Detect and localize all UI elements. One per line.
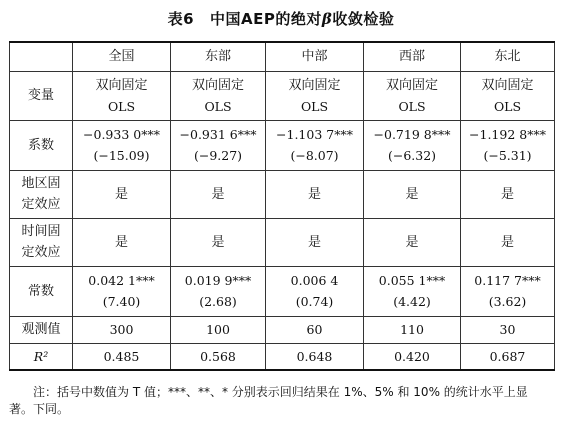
row-label-region-fe <box>10 170 73 218</box>
region-fe-cell: 是 <box>266 170 364 218</box>
obs-row <box>10 316 555 343</box>
title-beta: β <box>321 10 333 28</box>
obs-cell: 30 <box>461 316 555 343</box>
label-line: 定效应 <box>21 197 61 212</box>
obs-cell: 300 <box>73 316 171 343</box>
const-tstat: (2.68) <box>199 294 237 309</box>
region-fe-row <box>10 170 555 218</box>
table-number: 表6 <box>167 10 195 28</box>
estimator-text: OLS <box>107 98 136 114</box>
region-fe-cell: 是 <box>461 170 555 218</box>
title-text-before: 中国AEP的绝对 <box>210 10 322 28</box>
coef-row <box>10 120 555 170</box>
obs-cell: 110 <box>364 316 461 343</box>
const-value: 0.042 1*** <box>88 273 155 288</box>
variable-cell <box>266 71 364 120</box>
estimator-text: OLS <box>300 98 329 114</box>
title-text-after: 收敛检验 <box>332 10 395 28</box>
note-line-2: 著。下同。 <box>9 402 70 416</box>
label-line: 时间固 <box>21 224 61 239</box>
variable-cell <box>171 71 266 120</box>
const-cell <box>364 266 461 316</box>
method-text: 双向固定 <box>481 77 534 93</box>
coef-cell <box>73 120 171 170</box>
variable-cell <box>364 71 461 120</box>
r2-cell: 0.687 <box>461 343 555 370</box>
row-label-coef: 系数 <box>10 120 73 170</box>
coef-tstat: (−5.31) <box>483 148 532 163</box>
estimator-text: OLS <box>493 98 522 114</box>
table-note <box>9 384 554 418</box>
row-label-time-fe <box>10 218 73 266</box>
coef-cell <box>364 120 461 170</box>
const-value: 0.117 7*** <box>474 273 541 288</box>
const-tstat: (7.40) <box>102 294 141 309</box>
const-row <box>10 266 555 316</box>
estimator-text: OLS <box>398 98 426 114</box>
col-header-east: 东部 <box>171 42 266 71</box>
time-fe-cell: 是 <box>364 218 461 266</box>
obs-cell: 60 <box>266 316 364 343</box>
coef-value: −0.931 6*** <box>179 127 257 142</box>
label-line: 定效应 <box>21 245 61 260</box>
row-label-const: 常数 <box>10 266 73 316</box>
corner-cell <box>10 42 73 71</box>
variable-row <box>10 71 555 120</box>
header-row <box>10 42 555 71</box>
const-tstat: (0.74) <box>295 294 334 309</box>
time-fe-cell: 是 <box>266 218 364 266</box>
r2-row <box>10 343 555 370</box>
results-table <box>9 41 555 371</box>
row-label-variable: 变量 <box>10 71 73 120</box>
variable-cell <box>73 71 171 120</box>
method-text: 双向固定 <box>191 77 244 93</box>
time-fe-cell: 是 <box>73 218 171 266</box>
const-value: 0.055 1*** <box>378 273 446 288</box>
coef-cell <box>461 120 555 170</box>
r2-cell: 0.485 <box>73 343 171 370</box>
coef-tstat: (−8.07) <box>290 148 339 163</box>
coef-value: −1.192 8*** <box>469 127 546 142</box>
coef-tstat: (−15.09) <box>93 148 150 163</box>
method-text: 双向固定 <box>288 77 341 93</box>
coef-value: −1.103 7*** <box>276 127 353 142</box>
coef-cell <box>171 120 266 170</box>
coef-cell <box>266 120 364 170</box>
row-label-obs: 观测值 <box>10 316 73 343</box>
table-title <box>0 8 562 29</box>
const-value: 0.019 9*** <box>184 273 252 288</box>
variable-cell <box>461 71 555 120</box>
col-header-central: 中部 <box>266 42 364 71</box>
row-label-r2: R² <box>10 343 73 370</box>
time-fe-cell: 是 <box>461 218 555 266</box>
const-tstat: (3.62) <box>488 294 527 309</box>
col-header-northeast: 东北 <box>461 42 555 71</box>
const-cell <box>73 266 171 316</box>
coef-value: −0.933 0*** <box>83 127 160 142</box>
region-fe-cell: 是 <box>73 170 171 218</box>
method-text: 双向固定 <box>95 77 148 93</box>
label-line: 地区固 <box>21 176 61 191</box>
const-cell <box>461 266 555 316</box>
method-text: 双向固定 <box>385 77 438 93</box>
coef-value: −0.719 8*** <box>373 127 451 142</box>
coef-tstat: (−6.32) <box>387 148 437 163</box>
const-cell <box>171 266 266 316</box>
time-fe-cell: 是 <box>171 218 266 266</box>
col-header-national: 全国 <box>73 42 171 71</box>
const-tstat: (4.42) <box>393 294 431 309</box>
r2-cell: 0.648 <box>266 343 364 370</box>
time-fe-row <box>10 218 555 266</box>
coef-tstat: (−9.27) <box>193 148 243 163</box>
r2-cell: 0.568 <box>171 343 266 370</box>
note-line-1: 注：括号中数值为 T 值；***、**、* 分别表示回归结果在 1%、5% 和 10% 的统计水平上显 <box>33 385 528 399</box>
const-value: 0.006 4 <box>290 273 339 288</box>
region-fe-cell: 是 <box>171 170 266 218</box>
col-header-west: 西部 <box>364 42 461 71</box>
estimator-text: OLS <box>204 98 232 114</box>
region-fe-cell: 是 <box>364 170 461 218</box>
const-cell <box>266 266 364 316</box>
r2-cell: 0.420 <box>364 343 461 370</box>
obs-cell: 100 <box>171 316 266 343</box>
